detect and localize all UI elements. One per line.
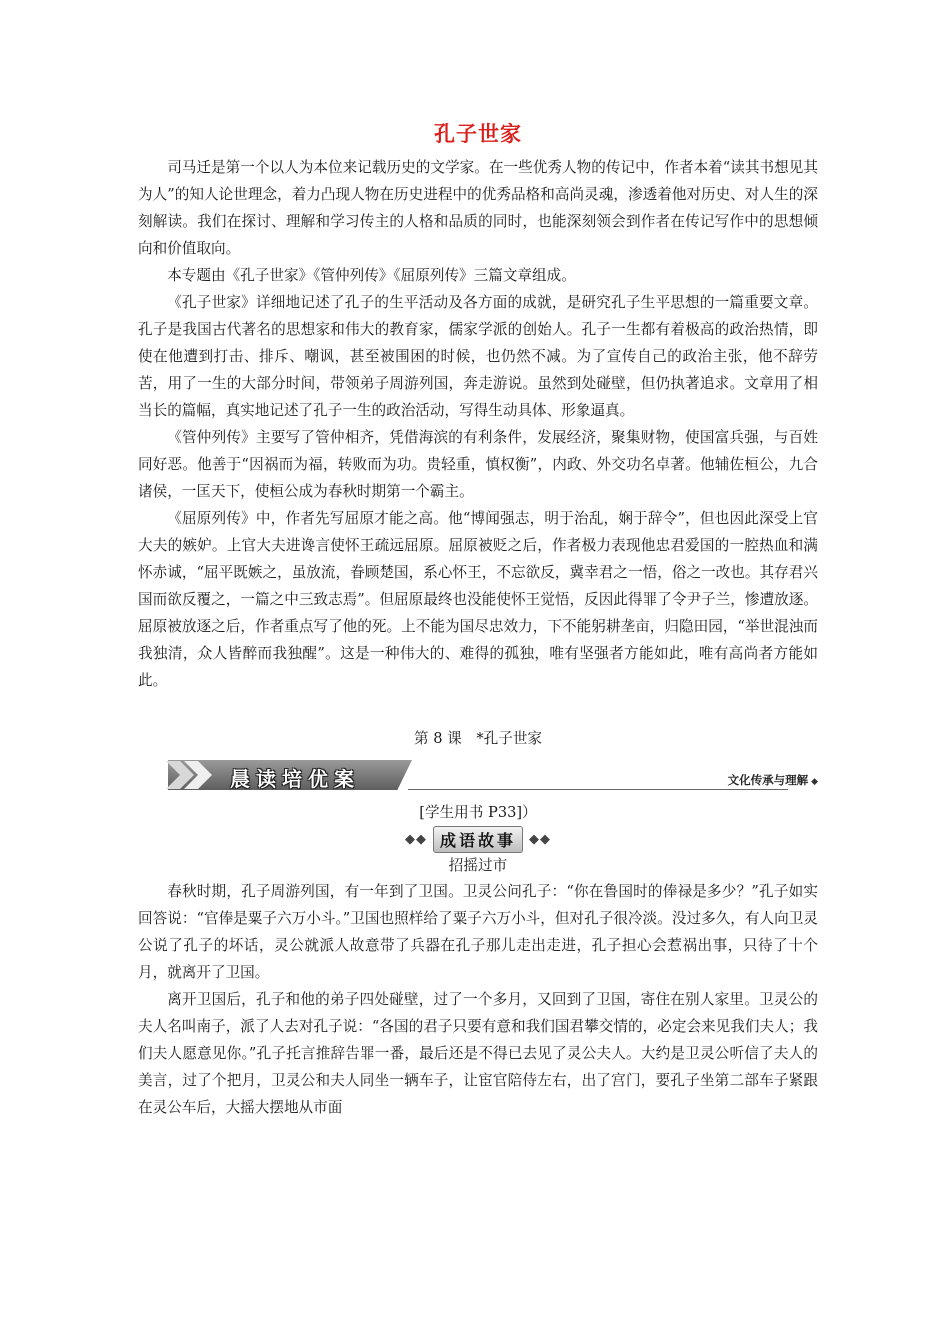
intro-paragraph-5: 《屈原列传》中，作者先写屈原才能之高。他“博闻强志，明于治乱，娴于辞令”，但也因此深受上官大夫的嫉妒。上官大夫进谗言使怀王疏远屈原。屈原被贬之后，作者极力表现他忠君爱国的一腔热血和满怀赤诚，“屈平既嫉之，虽放流，眷顾楚国，系心怀王，不忘欲反，冀幸君之一悟，俗之一改也。其存君兴国而欲反覆之，一篇之中三致志焉”。但屈原最终也没能使怀王觉悟，反因此得罪了令尹子兰，惨遭放逐。屈原被放逐之后，作者重点写了他的死。上不能为国尽忠效力，下不能躬耕垄亩，归隐田园，“举世混浊而我独清，众人皆醉而我独醒”。这是一种伟大的、难得的孤独，唯有坚强者方能如此，唯有高尚者方能如此。 <box>138 510 818 689</box>
banner-subtitle <box>728 772 818 788</box>
diamond-icon: ◆ <box>811 777 818 787</box>
lesson-heading: 第 8 课 *孔子世家 <box>413 730 543 747</box>
banner-subtitle-text: 文化传承与理解 <box>727 773 809 787</box>
document-page <box>138 118 818 1121</box>
banner-divider <box>408 789 788 790</box>
diamond-deco-right-icon: ◆◆ <box>529 831 551 847</box>
idiom-story-label: 成语故事 <box>433 826 523 853</box>
banner-chevron-icon <box>138 758 238 792</box>
idiom-story-header <box>138 826 818 852</box>
story-paragraph-1: 春秋时期，孔子周游列国，有一年到了卫国。卫灵公问孔子：“你在鲁国时的俸禄是多少？”孔子如实回答说：“官俸是粟子六万小斗。”卫国也照样给了粟子六万小斗，但对孔子很冷淡。没过多久，有人向卫灵公说了孔子的坏话，灵公就派人故意带了兵器在孔子那儿走出走进，孔子担心会惹祸出事，只待了十个月，就离开了卫国。 <box>138 883 818 981</box>
story-paragraph-2: 离开卫国后，孔子和他的弟子四处碰壁，过了一个多月，又回到了卫国，寄住在别人家里。卫灵公的夫人名叫南子，派了人去对孔子说：“各国的君子只要有意和我们国君攀交情的，必定会来见我们夫人；我们夫人愿意见你。”孔子托言推辞告罪一番，最后还是不得已去见了灵公夫人。大约是卫灵公听信了夫人的美言，过了个把月，卫灵公和夫人同坐一辆车子，让宦官陪侍左右，出了宫门，要孔子坐第二部车子紧跟在灵公车后，大摇大摆地从市面 <box>138 991 818 1116</box>
intro-paragraph-4: 《管仲列传》主要写了管仲相齐，凭借海滨的有利条件，发展经济，聚集财物，使国富兵强，与百姓同好恶。他善于“因祸而为福，转败而为功。贵轻重，慎权衡”，内政、外交功名卓著。他辅佐桓公，九合诸侯，一匡天下，使桓公成为春秋时期第一个霸主。 <box>138 429 818 500</box>
book-reference: [学生用书 P33]） <box>419 804 537 821</box>
document-title: 孔子世家 <box>434 121 522 146</box>
intro-paragraph-1: 司马迁是第一个以人为本位来记载历史的文学家。在一些优秀人物的传记中，作者本着“读其书想见其为人”的知人论世理念，着力凸现人物在历史进程中的优秀品格和高尚灵魂，渗透着他对历史、对人生的深刻解读。我们在探讨、理解和学习传主的人格和品质的同时，也能深刻领会到作者在传记写作中的思想倾向和价值取向。 <box>138 159 818 257</box>
intro-paragraph-3: 《孔子世家》详细地记述了孔子的生平活动及各方面的成就，是研究孔子生平思想的一篇重要文章。孔子是我国古代著名的思想家和伟大的教育家，儒家学派的创始人。孔子一生都有着极高的政治热情，即使在他遭到打击、排斥、嘲讽，甚至被围困的时候，也仍然不减。为了宣传自己的政治主张，他不辞劳苦，用了一生的大部分时间，带领弟子周游列国，奔走游说。虽然到处碰壁，但仍执著追求。文章用了相当长的篇幅，真实地记述了孔子一生的政治活动，写得生动具体、形象逼真。 <box>138 294 818 419</box>
story-title: 招摇过市 <box>448 857 508 874</box>
section-banner <box>138 758 818 796</box>
diamond-deco-left-icon: ◆◆ <box>404 831 427 847</box>
banner-title: 晨读培优案 <box>230 767 360 791</box>
intro-paragraph-2: 本专题由《孔子世家》《管仲列传》《屈原列传》三篇文章组成。 <box>167 267 576 284</box>
